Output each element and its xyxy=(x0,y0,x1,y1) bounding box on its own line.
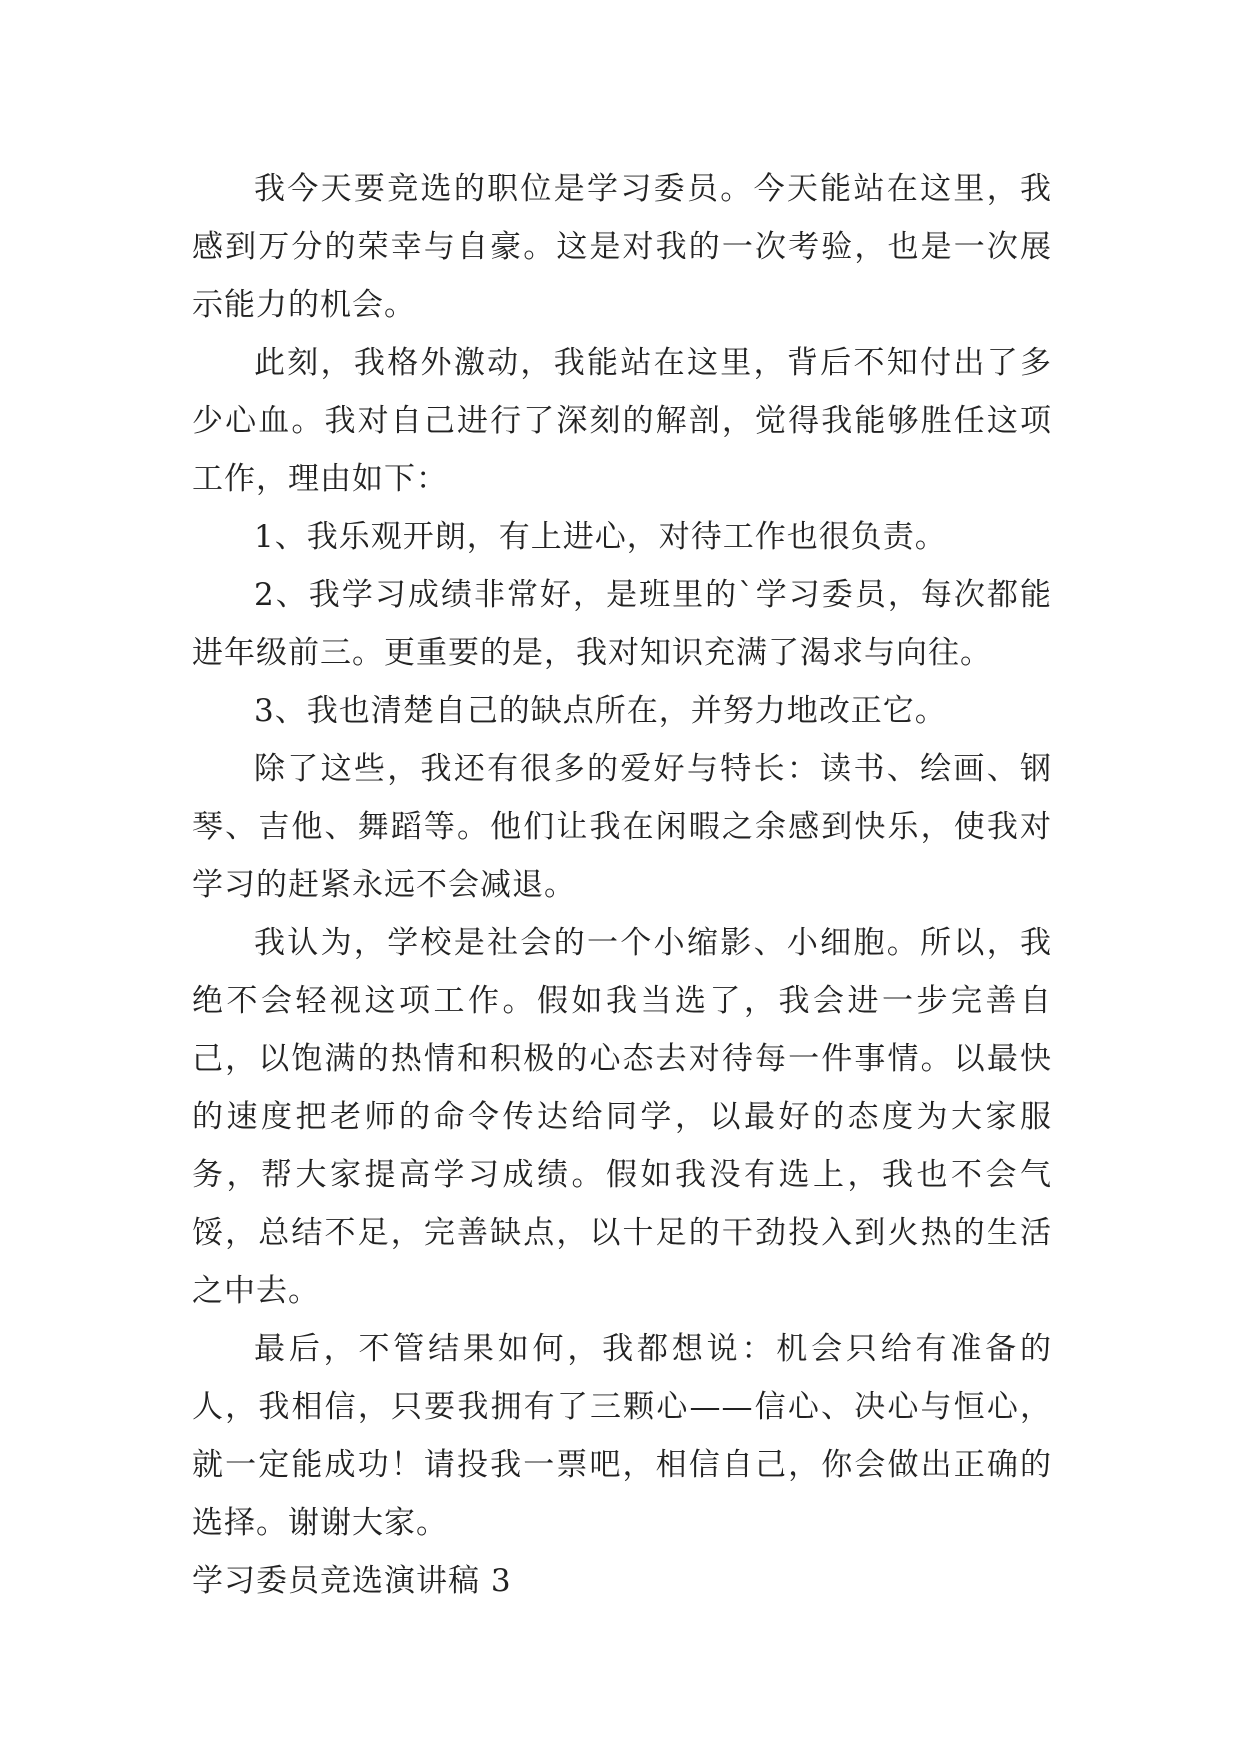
document-body xyxy=(192,160,1052,1610)
paragraph-7: 我认为，学校是社会的一个小缩影、小细胞。所以，我绝不会轻视这项工作。假如我当选了，我会进一步完善自己，以饱满的热情和积极的心态去对待每一件事情。以最快的速度把老师的命令传达给同学，以最好的态度为大家服务，帮大家提高学习成绩。假如我没有选上，我也不会气馁，总结不足，完善缺点，以十足的干劲投入到火热的生活之中去。 xyxy=(192,925,1052,1309)
paragraph-4: 2、我学习成绩非常好，是班里的`学习委员，每次都能进年级前三。更重要的是，我对知识充满了渴求与向往。 xyxy=(192,577,1052,671)
paragraph-2: 此刻，我格外激动，我能站在这里，背后不知付出了多少心血。我对自己进行了深刻的解剖，觉得我能够胜任这项工作，理由如下： xyxy=(192,345,1052,497)
paragraph-3: 1、我乐观开朗，有上进心，对待工作也很负责。 xyxy=(254,519,947,555)
section-heading: 学习委员竞选演讲稿 3 xyxy=(192,1563,512,1599)
paragraph-5: 3、我也清楚自己的缺点所在，并努力地改正它。 xyxy=(254,693,947,729)
paragraph-8: 最后，不管结果如何，我都想说：机会只给有准备的人，我相信，只要我拥有了三颗心——信心、决心与恒心，就一定能成功！请投我一票吧，相信自己，你会做出正确的选择。谢谢大家。 xyxy=(192,1331,1052,1541)
paragraph-1: 我今天要竞选的职位是学习委员。今天能站在这里，我感到万分的荣幸与自豪。这是对我的一次考验，也是一次展示能力的机会。 xyxy=(192,171,1052,323)
paragraph-6: 除了这些，我还有很多的爱好与特长：读书、绘画、钢琴、吉他、舞蹈等。他们让我在闲暇之余感到快乐，使我对学习的赶紧永远不会减退。 xyxy=(192,751,1052,903)
